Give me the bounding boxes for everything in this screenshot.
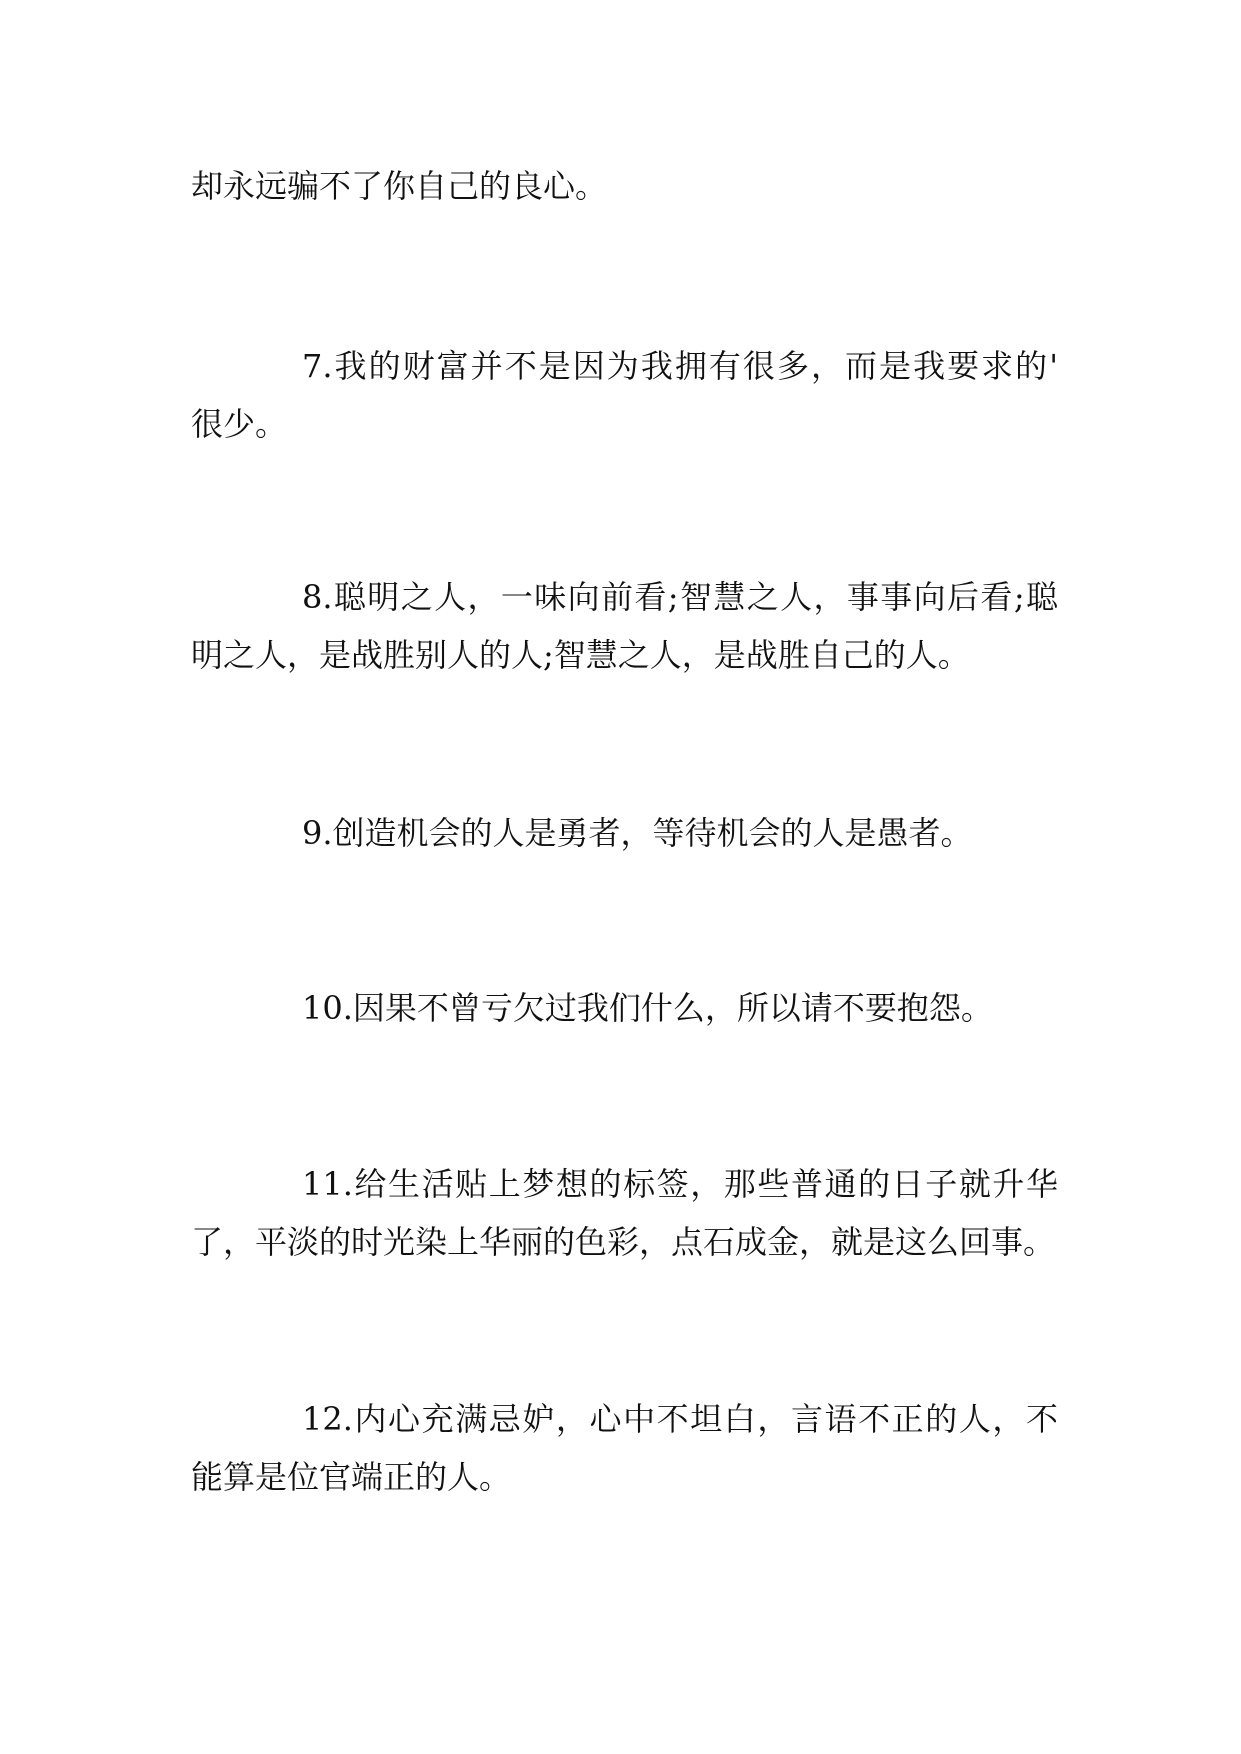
quote-8	[191, 568, 1058, 684]
continued-paragraph	[191, 157, 1058, 215]
quote-12-line-1: 12.内心充满忌妒，心中不坦白，言语不正的人，不	[302, 1400, 1058, 1438]
quote-12	[191, 1390, 1058, 1506]
quote-11-line-2: 了，平淡的时光染上华丽的色彩，点石成金，就是这么回事。	[191, 1223, 1056, 1261]
quote-8-line-2: 明之人，是战胜别人的人;智慧之人，是战胜自己的人。	[191, 636, 970, 674]
quote-11	[191, 1155, 1058, 1271]
quote-9	[191, 804, 1058, 862]
quote-8-line-1: 8.聪明之人，一味向前看;智慧之人，事事向后看;聪	[302, 578, 1058, 616]
quote-7-line-2: 很少。	[191, 405, 288, 443]
quote-10-line-1: 10.因果不曾亏欠过我们什么，所以请不要抱怨。	[302, 989, 993, 1027]
quote-7-line-1: 7.我的财富并不是因为我拥有很多，而是我要求的'	[302, 347, 1058, 385]
quote-9-line-1: 9.创造机会的人是勇者，等待机会的人是愚者。	[302, 814, 973, 852]
quote-10	[191, 979, 1058, 1037]
quote-11-line-1: 11.给生活贴上梦想的标签，那些普通的日子就升华	[302, 1165, 1058, 1203]
quote-7	[191, 337, 1058, 453]
continued-paragraph-line-1: 却永远骗不了你自己的良心。	[191, 167, 608, 205]
quote-12-line-2: 能算是位官端正的人。	[191, 1458, 512, 1496]
